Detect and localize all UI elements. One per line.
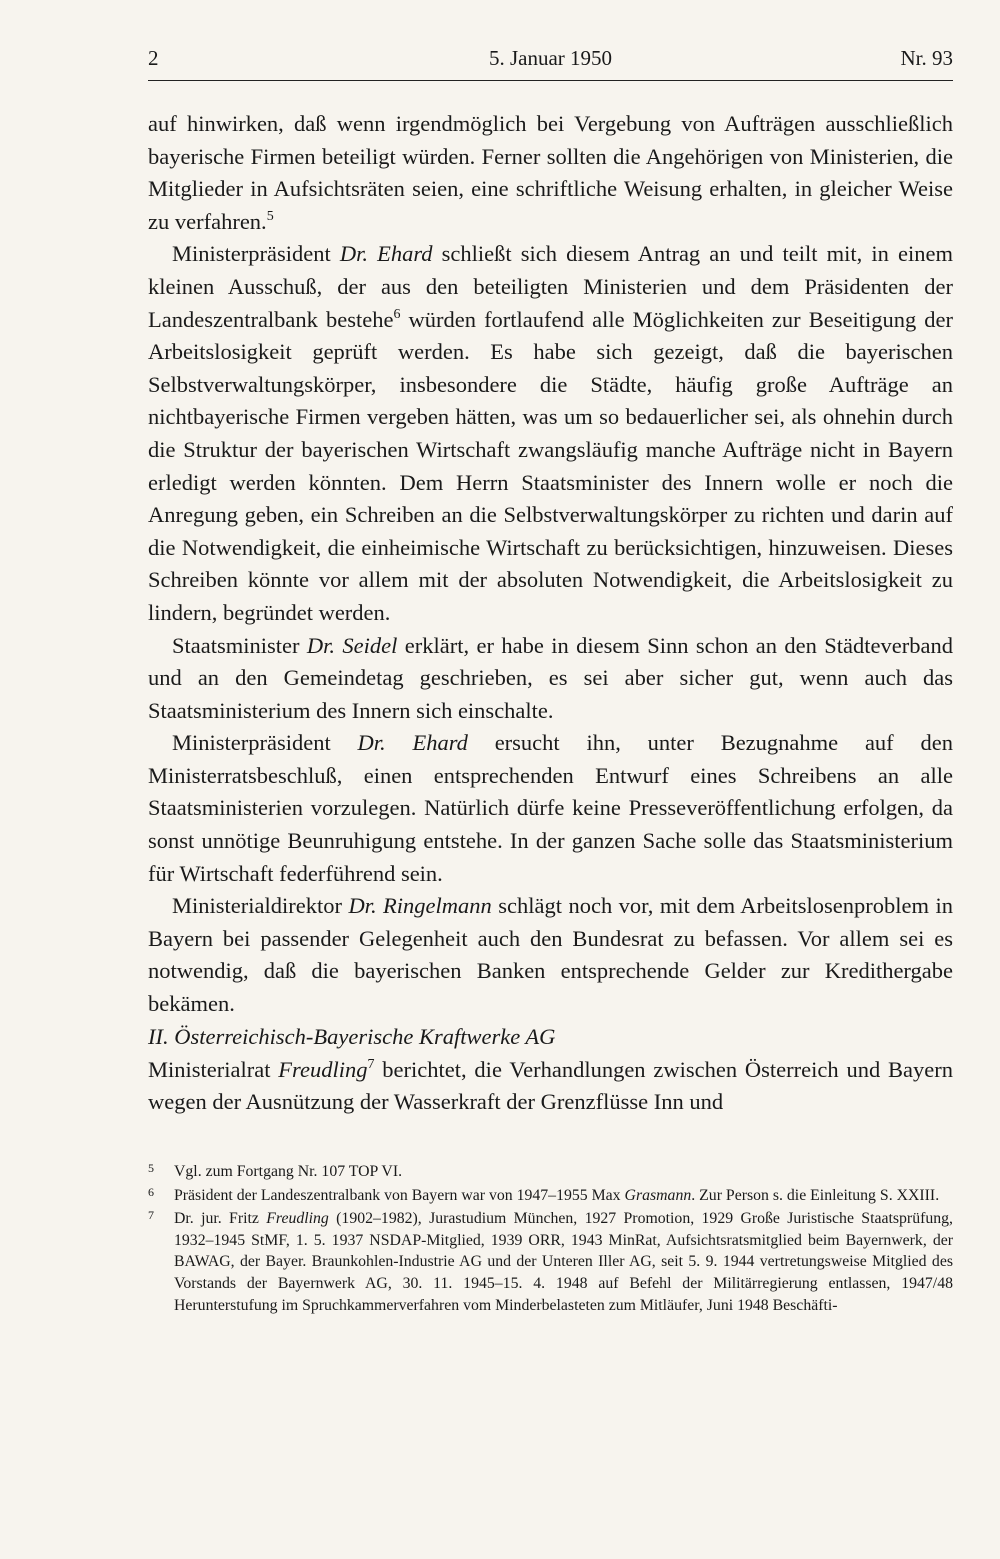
person-name: Grasmann	[624, 1186, 692, 1204]
person-name: Dr. Ehard	[357, 730, 468, 756]
section-paragraph	[148, 1054, 953, 1119]
paragraph-3-text: erklärt, er habe in diesem Sinn schon an den Städteverband und an den Gemeindetag geschrieben, es sei aber sicher gut, wenn auch das Staatsministerium des Innern sich einschalte.	[148, 632, 953, 723]
person-name: Dr. Seidel	[306, 632, 398, 658]
issue-number: Nr. 93	[900, 46, 953, 70]
footnote-mark: 7	[148, 1208, 154, 1223]
main-text	[148, 108, 953, 1021]
person-name: Freudling	[266, 1210, 329, 1228]
footnote-6	[148, 1185, 953, 1207]
footnote-ref-6[interactable]: 6	[393, 306, 401, 322]
person-name: Freudling	[278, 1056, 368, 1082]
running-header	[148, 46, 953, 76]
header-rule	[148, 80, 953, 81]
section-heading: II. Österreichisch-Bayerische Kraftwerke AG	[148, 1024, 556, 1049]
footnote-mark: 5	[148, 1161, 154, 1175]
section-ii	[148, 1021, 953, 1119]
footnote-6-rest: . Zur Person s. die Einleitung S. XXIII.	[691, 1186, 940, 1204]
paragraph-4	[148, 727, 953, 890]
paragraph-5-lead: Ministerialdirektor	[172, 893, 349, 919]
person-name: Dr. Ehard	[339, 241, 433, 267]
paragraph-4-lead: Ministerpräsident	[172, 730, 358, 756]
footnote-6-text: Präsident der Landeszentralbank von Bayern war von 1947–1955 Max	[174, 1186, 625, 1204]
footnote-5	[148, 1161, 953, 1183]
paragraph-2-lead: Ministerpräsident	[172, 241, 340, 267]
footnotes	[148, 1161, 953, 1316]
paragraph-4-text: ersucht ihn, unter Bezugnahme auf den Ministerratsbeschluß, einen entsprechenden Entwurf eines Schreibens an alle Staatsministerien vorzulegen. Natürlich dürfe keine Presseveröffentlichung erfolgen, da sonst unnötige Beunruhigung entstehe. In der ganzen Sache solle das Staatsministerium für Wirtschaft federführend sein.	[148, 730, 953, 886]
paragraph-3	[148, 630, 953, 728]
section-paragraph-lead: Ministerialrat	[148, 1056, 279, 1082]
paragraph-5-text: schlägt noch vor, mit dem Arbeitslosenproblem in Bayern bei passender Gelegenheit auch den Bundesrat zu befassen. Vor allem sei es notwendig, daß die bayerischen Banken entsprechende Gelder zur Kredithergabe bekämen.	[148, 893, 953, 1017]
footnote-mark: 6	[148, 1184, 154, 1199]
person-name: Dr. Ringelmann	[348, 893, 492, 919]
footnote-7	[148, 1208, 953, 1316]
footnote-ref-7[interactable]: 7	[367, 1056, 375, 1072]
footnote-ref-5[interactable]: 5	[266, 208, 274, 224]
paragraph-2-rest: würden fortlaufend alle Möglichkeiten zur Beseitigung der Arbeitslosigkeit geprüft werden. Es habe sich gezeigt, daß die bayerischen Selbstverwaltungskörper, insbesondere die Städte, häufig große Aufträge an nichtbayerische Firmen vergeben hätten, was um so bedauerlicher sei, als ohnehin durch die Struktur der bayerischen Wirtschaft zwangsläufig manche Aufträge nicht in Bayern erledigt werden könnten. Dem Herrn Staatsminister des Innern wolle er noch die Anregung geben, ein Schreiben an die Selbstverwaltungskörper zu richten und darin auf die Notwendigkeit, die einheimische Wirtschaft zu berücksichtigen, hinzuweisen. Dieses Schreiben könnte vor allem mit der absoluten Notwendigkeit, die Arbeitslosigkeit zu lindern, begründet werden.	[148, 306, 953, 625]
paragraph-2-text: schließt sich diesem Antrag an und teilt mit, in einem kleinen Ausschuß, der aus den beteiligten Ministerien und dem Präsidenten der Landeszentralbank bestehe	[148, 241, 953, 332]
paragraph-3-lead: Staatsminister	[172, 632, 307, 658]
paragraph-5	[148, 890, 953, 1020]
footnote-7-rest: (1902–1982), Jurastudium München, 1927 Promotion, 1929 Große Juristische Staatsprüfung, 1932–1945 StMF, 1. 5. 1937 NSDAP-Mitglied, 1939 ORR, 1943 MinRat, Aufsichtsratsmitglied beim Bayernwerk, der BAWAG, der Bayer. Braunkohlen-Industrie AG und der Unteren Iller AG, seit 5. 9. 1944 vertretungsweise Mitglied des Vorstands der Bayernwerk AG, 30. 11. 1945–15. 4. 1948 auf Befehl der Militärregierung entlassen, 1947/48 Herunterstufung im Spruchkammerverfahren vom Minderbelasteten zum Mitläufer, Juni 1948 Beschäfti-	[174, 1210, 953, 1314]
section-paragraph-text: berichtet, die Verhandlungen zwischen Österreich und Bayern wegen der Ausnützung der Wasserkraft der Grenzflüsse Inn und	[148, 1056, 953, 1115]
page-number: 2	[148, 46, 159, 70]
paragraph-2	[148, 238, 953, 629]
paragraph-1	[148, 108, 953, 238]
footnote-5-text: Vgl. zum Fortgang Nr. 107 TOP VI.	[174, 1163, 403, 1180]
header-date: 5. Januar 1950	[488, 46, 613, 70]
paragraph-1-text: auf hinwirken, daß wenn irgendmöglich bei Vergebung von Aufträgen ausschließlich bayerische Firmen beteiligt würden. Ferner sollten die Angehörigen von Ministerien, die Mitglieder in Aufsichtsräten seien, eine schriftliche Weisung erhalten, in gleicher Weise zu verfahren.	[148, 111, 953, 234]
footnote-7-text: Dr. jur. Fritz	[174, 1210, 267, 1228]
